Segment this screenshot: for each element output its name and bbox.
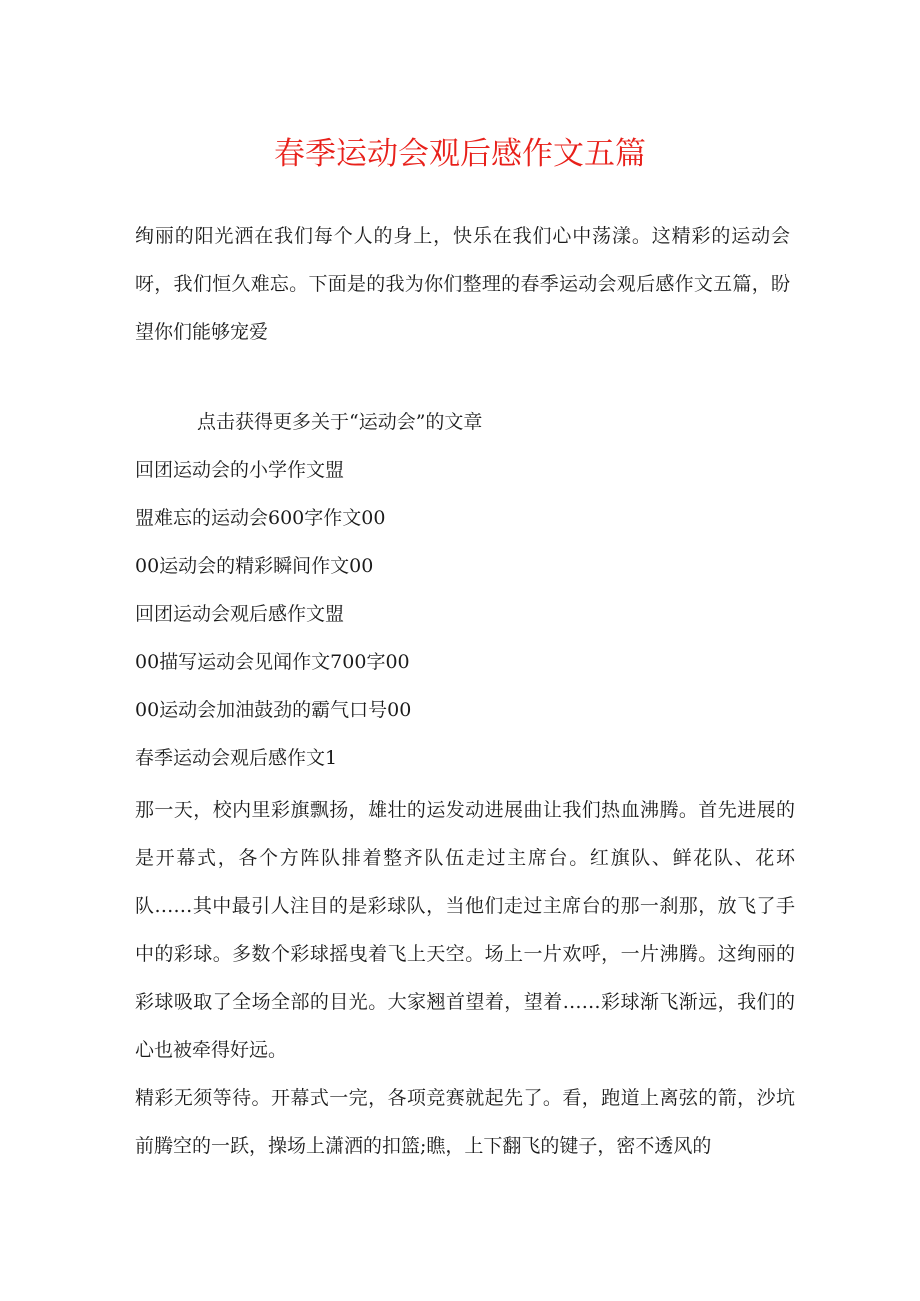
related-link-3[interactable]: 00运动会的精彩瞬间作文00 xyxy=(135,555,374,577)
related-link-2[interactable]: 盟难忘的运动会600字作文00 xyxy=(135,507,386,529)
related-link-6[interactable]: 00运动会加油鼓劲的霸气口号00 xyxy=(135,699,412,721)
document-title: 春季运动会观后感作文五篇 xyxy=(274,136,646,172)
body-paragraph-2: 精彩无须等待。开幕式一完，各项竞赛就起先了。看，跑道上离弦的箭，沙坑前腾空的一跃，操场上潇洒的扣篮;瞧，上下翻飞的键子，密不透风的 xyxy=(135,1087,795,1157)
related-link-1[interactable]: 回团运动会的小学作文盟 xyxy=(135,459,345,481)
related-links-list xyxy=(135,450,790,738)
intro-paragraph: 绚丽的阳光洒在我们每个人的身上，快乐在我们心中荡漾。这精彩的运动会呀，我们恒久难忘。下面是的我为你们整理的春季运动会观后感作文五篇，盼望你们能够宠爱 xyxy=(135,225,790,343)
related-link-5[interactable]: 00描写运动会见闻作文700字00 xyxy=(135,651,410,673)
related-link-4[interactable]: 回团运动会观后感作文盟 xyxy=(135,603,345,625)
section-title: 春季运动会观后感作文1 xyxy=(135,747,338,769)
body-paragraph-1: 那一天，校内里彩旗飘扬，雄壮的运发动进展曲让我们热血沸腾。首先进展的是开幕式，各个方阵队排着整齐队伍走过主席台。红旗队、鲜花队、花环队……其中最引人注目的是彩球队，当他们走过主席台的那一刹那，放飞了手中的彩球。多数个彩球摇曳着飞上天空。场上一片欢呼，一片沸腾。这绚丽的彩球吸取了全场全部的目光。大家翘首望着，望着……彩球渐飞渐远，我们的心也被牵得好远。 xyxy=(135,799,795,1061)
related-links-heading: 点击获得更多关于“运动会”的文章 xyxy=(197,411,483,433)
